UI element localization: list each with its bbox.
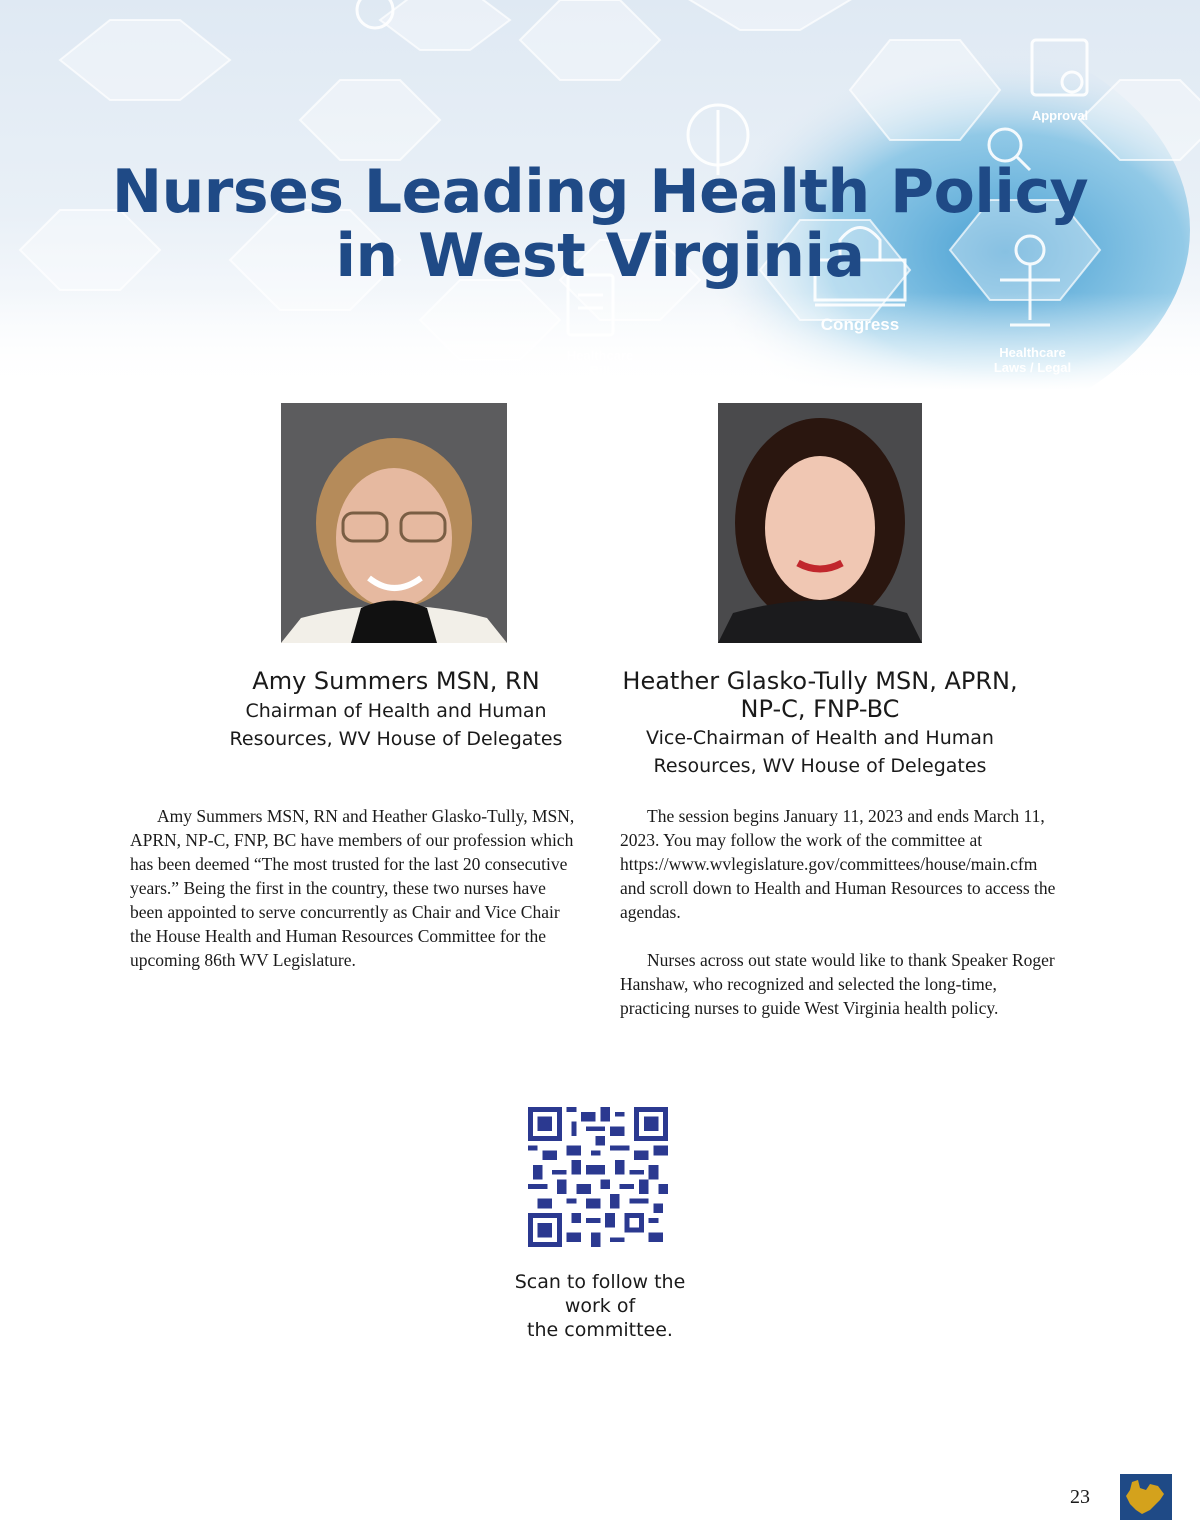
name-line: NP-C, FNP-BC: [740, 695, 900, 723]
role-line: Resources, WV House of Delegates: [229, 728, 563, 750]
amy-summers-photo: [281, 403, 507, 643]
role-line: Chairman of Health and Human: [245, 700, 547, 722]
heather-glasko-tully-photo: [718, 403, 922, 643]
healthcare-laws-icon-label: Healthcare Laws / Legal: [993, 345, 1072, 375]
qr-caption-line: the committee.: [527, 1319, 673, 1341]
page-title: [0, 157, 1200, 291]
name-line: Heather Glasko-Tully MSN, APRN,: [622, 667, 1018, 695]
approval-icon-label: Approval: [1031, 108, 1089, 123]
heather-glasko-tully-name: [592, 667, 1048, 723]
right-column-text: [620, 804, 1060, 1044]
left-column-text: [130, 804, 575, 996]
qr-caption-line: work of: [564, 1295, 636, 1317]
portrait-placeholder-icon: [281, 403, 507, 643]
title-line-1: Nurses Leading Health Policy: [111, 157, 1089, 227]
left-paragraph: Amy Summers MSN, RN and Heather Glasko-Tully, MSN, APRN, NP-C, FNP, BC have members of our profession which has been deemed “The most trusted for the last 20 consecutive years.” Being the first in the country, these two nurses have been appointed to serve concurrently as Chair and Vice Chair the House Health and Human Resources Committee for the upcoming 86th WV Legislature.: [130, 806, 575, 970]
portrait-placeholder-icon: [718, 403, 922, 643]
title-line-2: in West Virginia: [335, 221, 865, 291]
heather-glasko-tully-role: [610, 724, 1030, 780]
amy-summers-role: [205, 697, 587, 753]
role-line: Resources, WV House of Delegates: [653, 755, 987, 777]
right-paragraph-2: Nurses across out state would like to thank Speaker Roger Hanshaw, who recognized and selected the long-time, practicing nurses to guide West Virginia health policy.: [620, 950, 1055, 1018]
healthcare-bill-icon-label: Healthcare Bill: [566, 348, 634, 378]
amy-summers-name: Amy Summers MSN, RN: [252, 667, 540, 695]
header-banner: [0, 0, 1200, 390]
qr-caption-line: Scan to follow the: [514, 1271, 686, 1293]
congress-icon-label: Congress: [820, 315, 900, 334]
role-line: Vice-Chairman of Health and Human: [646, 727, 994, 749]
right-paragraph-1: The session begins January 11, 2023 and ends March 11, 2023. You may follow the work of the committee at https://www.wvlegislature.gov/committees/house/main.cfm and scroll down to Health and Human Resources to access the agendas.: [620, 806, 1056, 922]
west-virginia-map-icon: [1120, 1474, 1172, 1520]
page-number: 23: [1070, 1486, 1090, 1508]
qr-caption: [500, 1270, 700, 1342]
qr-code-icon[interactable]: [528, 1107, 668, 1247]
